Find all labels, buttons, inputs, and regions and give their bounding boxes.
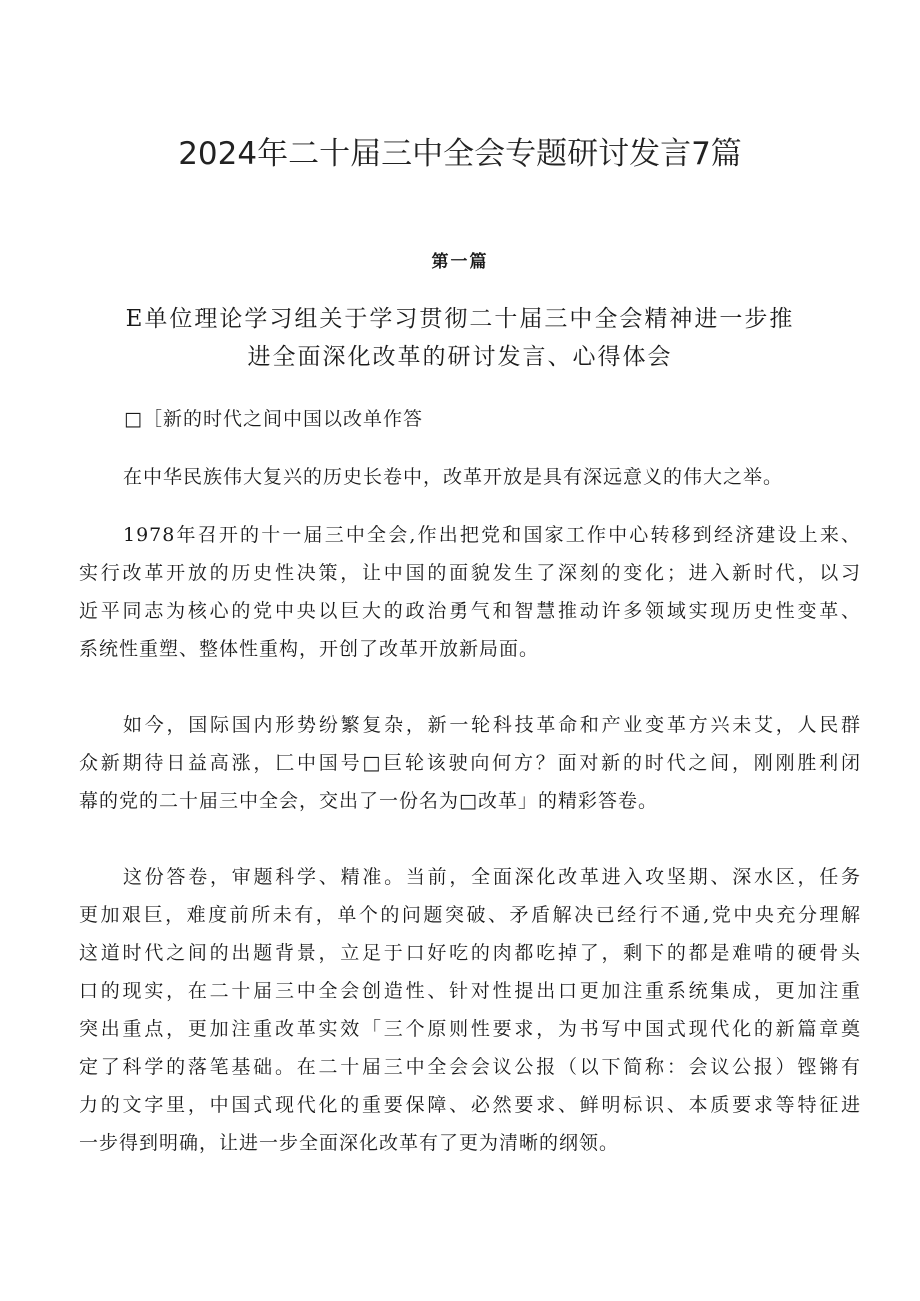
paragraph: [79, 516, 861, 668]
paragraph: [79, 706, 861, 820]
paragraph-line: 这道时代之间的出题背景，立足于口好吃的肉都吃掉了，剩下的都是难啃的硬骨头: [79, 942, 861, 964]
paragraph-line: 在中华民族伟大复兴的历史长卷中，改革开放是具有深远意义的伟大之举。: [123, 466, 784, 488]
paragraph-line: 系统性重塑、整体性重构，开创了改革开放新局面。: [79, 638, 540, 660]
speech-title-line: 进全面深化改革的研讨发言、心得体会: [247, 344, 673, 370]
paragraph-line: 口的现实，在二十届三中全会创造性、针对性提出口更加注重系统集成，更加注重: [79, 980, 861, 1002]
paragraph: [79, 858, 861, 1162]
paragraph-line: 众新期待日益高涨，匚中国号□巨轮该驶向何方？面对新的时代之间，刚刚胜利闭: [79, 752, 861, 774]
paragraph-line: 突出重点，更加注重改革实效「三个原则性要求，为书写中国式现代化的新篇章奠: [79, 1018, 861, 1040]
speech-title-line: E单位理论学习组关于学习贯彻二十届三中全会精神进一步推: [125, 306, 795, 332]
paragraph-line: 一步得到明确，让进一步全面深化改革有了更为清晰的纲领。: [79, 1132, 620, 1154]
document-title: 2024年二十届三中全会专题研讨发言7篇: [178, 136, 742, 172]
paragraph-line: 定了科学的落笔基础。在二十届三中全会会议公报（以下简称：会议公报）铿锵有: [79, 1056, 861, 1078]
speech-title: [0, 300, 920, 376]
paragraph: [79, 458, 861, 496]
paragraph-line: 更加艰巨，难度前所未有，单个的问题突破、矛盾解决已经行不通,党中央充分理解: [79, 904, 861, 926]
paragraph-line: 近平同志为核心的党中央以巨大的政治勇气和智慧推动许多领域实现历史性变革、: [79, 600, 861, 622]
paragraph-line: 1978年召开的十一届三中全会,作出把党和国家工作中心转移到经济建设上来、: [123, 524, 861, 546]
section-subheading: □［新的时代之间中国以改单作答: [124, 408, 423, 430]
part-heading: 第一篇: [431, 252, 489, 272]
paragraph-line: 这份答卷，审题科学、精准。当前，全面深化改革进入攻坚期、深水区，任务: [123, 866, 861, 888]
paragraph-line: 幕的党的二十届三中全会，交出了一份名为□改革」的精彩答卷。: [79, 790, 658, 812]
paragraph-line: 力的文字里，中国式现代化的重要保障、必然要求、鲜明标识、本质要求等特征进: [79, 1094, 861, 1116]
paragraph-line: 如今，国际国内形势纷繁复杂，新一轮科技革命和产业变革方兴未艾，人民群: [123, 714, 861, 736]
paragraph-line: 实行改革开放的历史性决策，让中国的面貌发生了深刻的变化；进入新时代，以习: [79, 562, 861, 584]
